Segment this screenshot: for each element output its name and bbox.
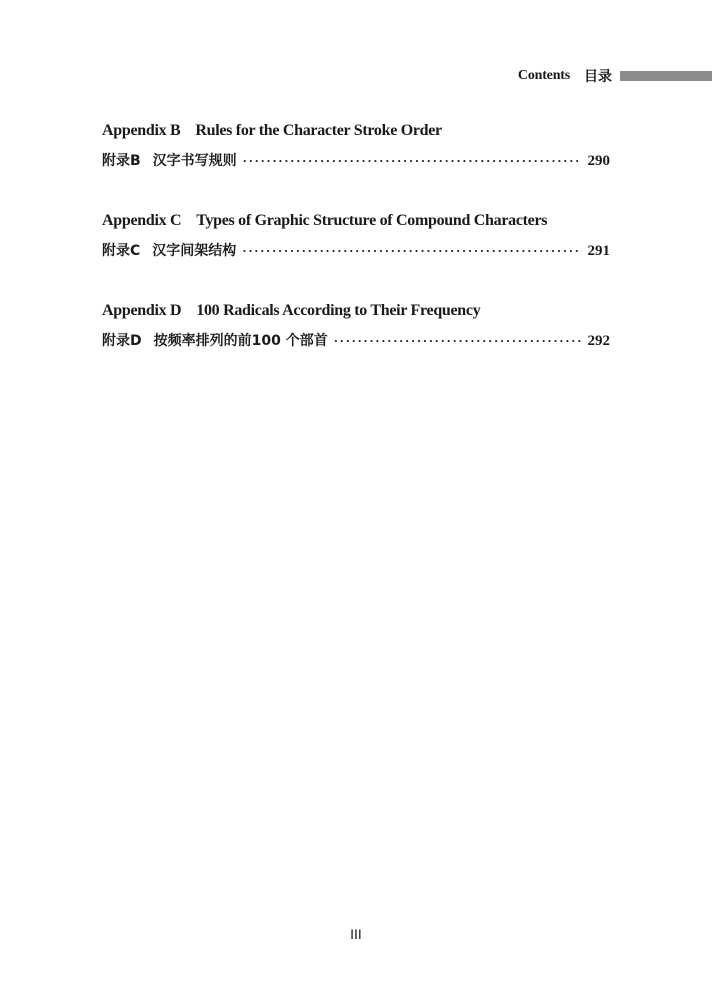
leader-dots [243, 150, 582, 172]
toc-entry-appendix-d[interactable] [102, 300, 610, 352]
header-title-cn: 目录 [584, 69, 612, 85]
entry-page-number: 292 [587, 333, 610, 349]
entry-page-number: 290 [587, 153, 610, 169]
entry-label-en: Appendix B [102, 122, 181, 139]
entry-en-line [102, 120, 610, 142]
entry-cn-line [102, 150, 610, 172]
entry-title-en: 100 Radicals According to Their Frequency [196, 302, 481, 319]
entry-title-cn: 按频率排列的前100 个部首 [153, 333, 328, 349]
toc-entry-appendix-b[interactable] [102, 120, 610, 172]
leader-dots [242, 240, 581, 262]
header-title-en: Contents [517, 68, 570, 83]
entry-title-cn: 汉字书写规则 [152, 153, 237, 169]
header-bar [620, 71, 712, 81]
entry-label-cn: 附录D [102, 333, 142, 349]
entry-cn-line [102, 240, 610, 262]
entry-label-en: Appendix D [102, 302, 182, 319]
toc-entry-appendix-c[interactable] [102, 210, 610, 262]
entry-title-en: Types of Graphic Structure of Compound Characters [196, 212, 548, 229]
running-header [518, 66, 712, 86]
entry-title-en: Rules for the Character Stroke Order [195, 122, 442, 139]
leader-dots [334, 330, 582, 352]
entry-label-en: Appendix C [102, 212, 182, 229]
entry-title-cn: 汉字间架结构 [152, 243, 237, 259]
folio-page-number: III [350, 926, 362, 942]
entry-label-cn: 附录C [102, 243, 141, 259]
entry-label-cn: 附录B [102, 153, 141, 169]
entry-en-line [102, 300, 610, 322]
entry-cn-line [102, 330, 610, 352]
table-of-contents [102, 120, 610, 390]
entry-en-line [102, 210, 610, 232]
entry-page-number: 291 [587, 243, 610, 259]
